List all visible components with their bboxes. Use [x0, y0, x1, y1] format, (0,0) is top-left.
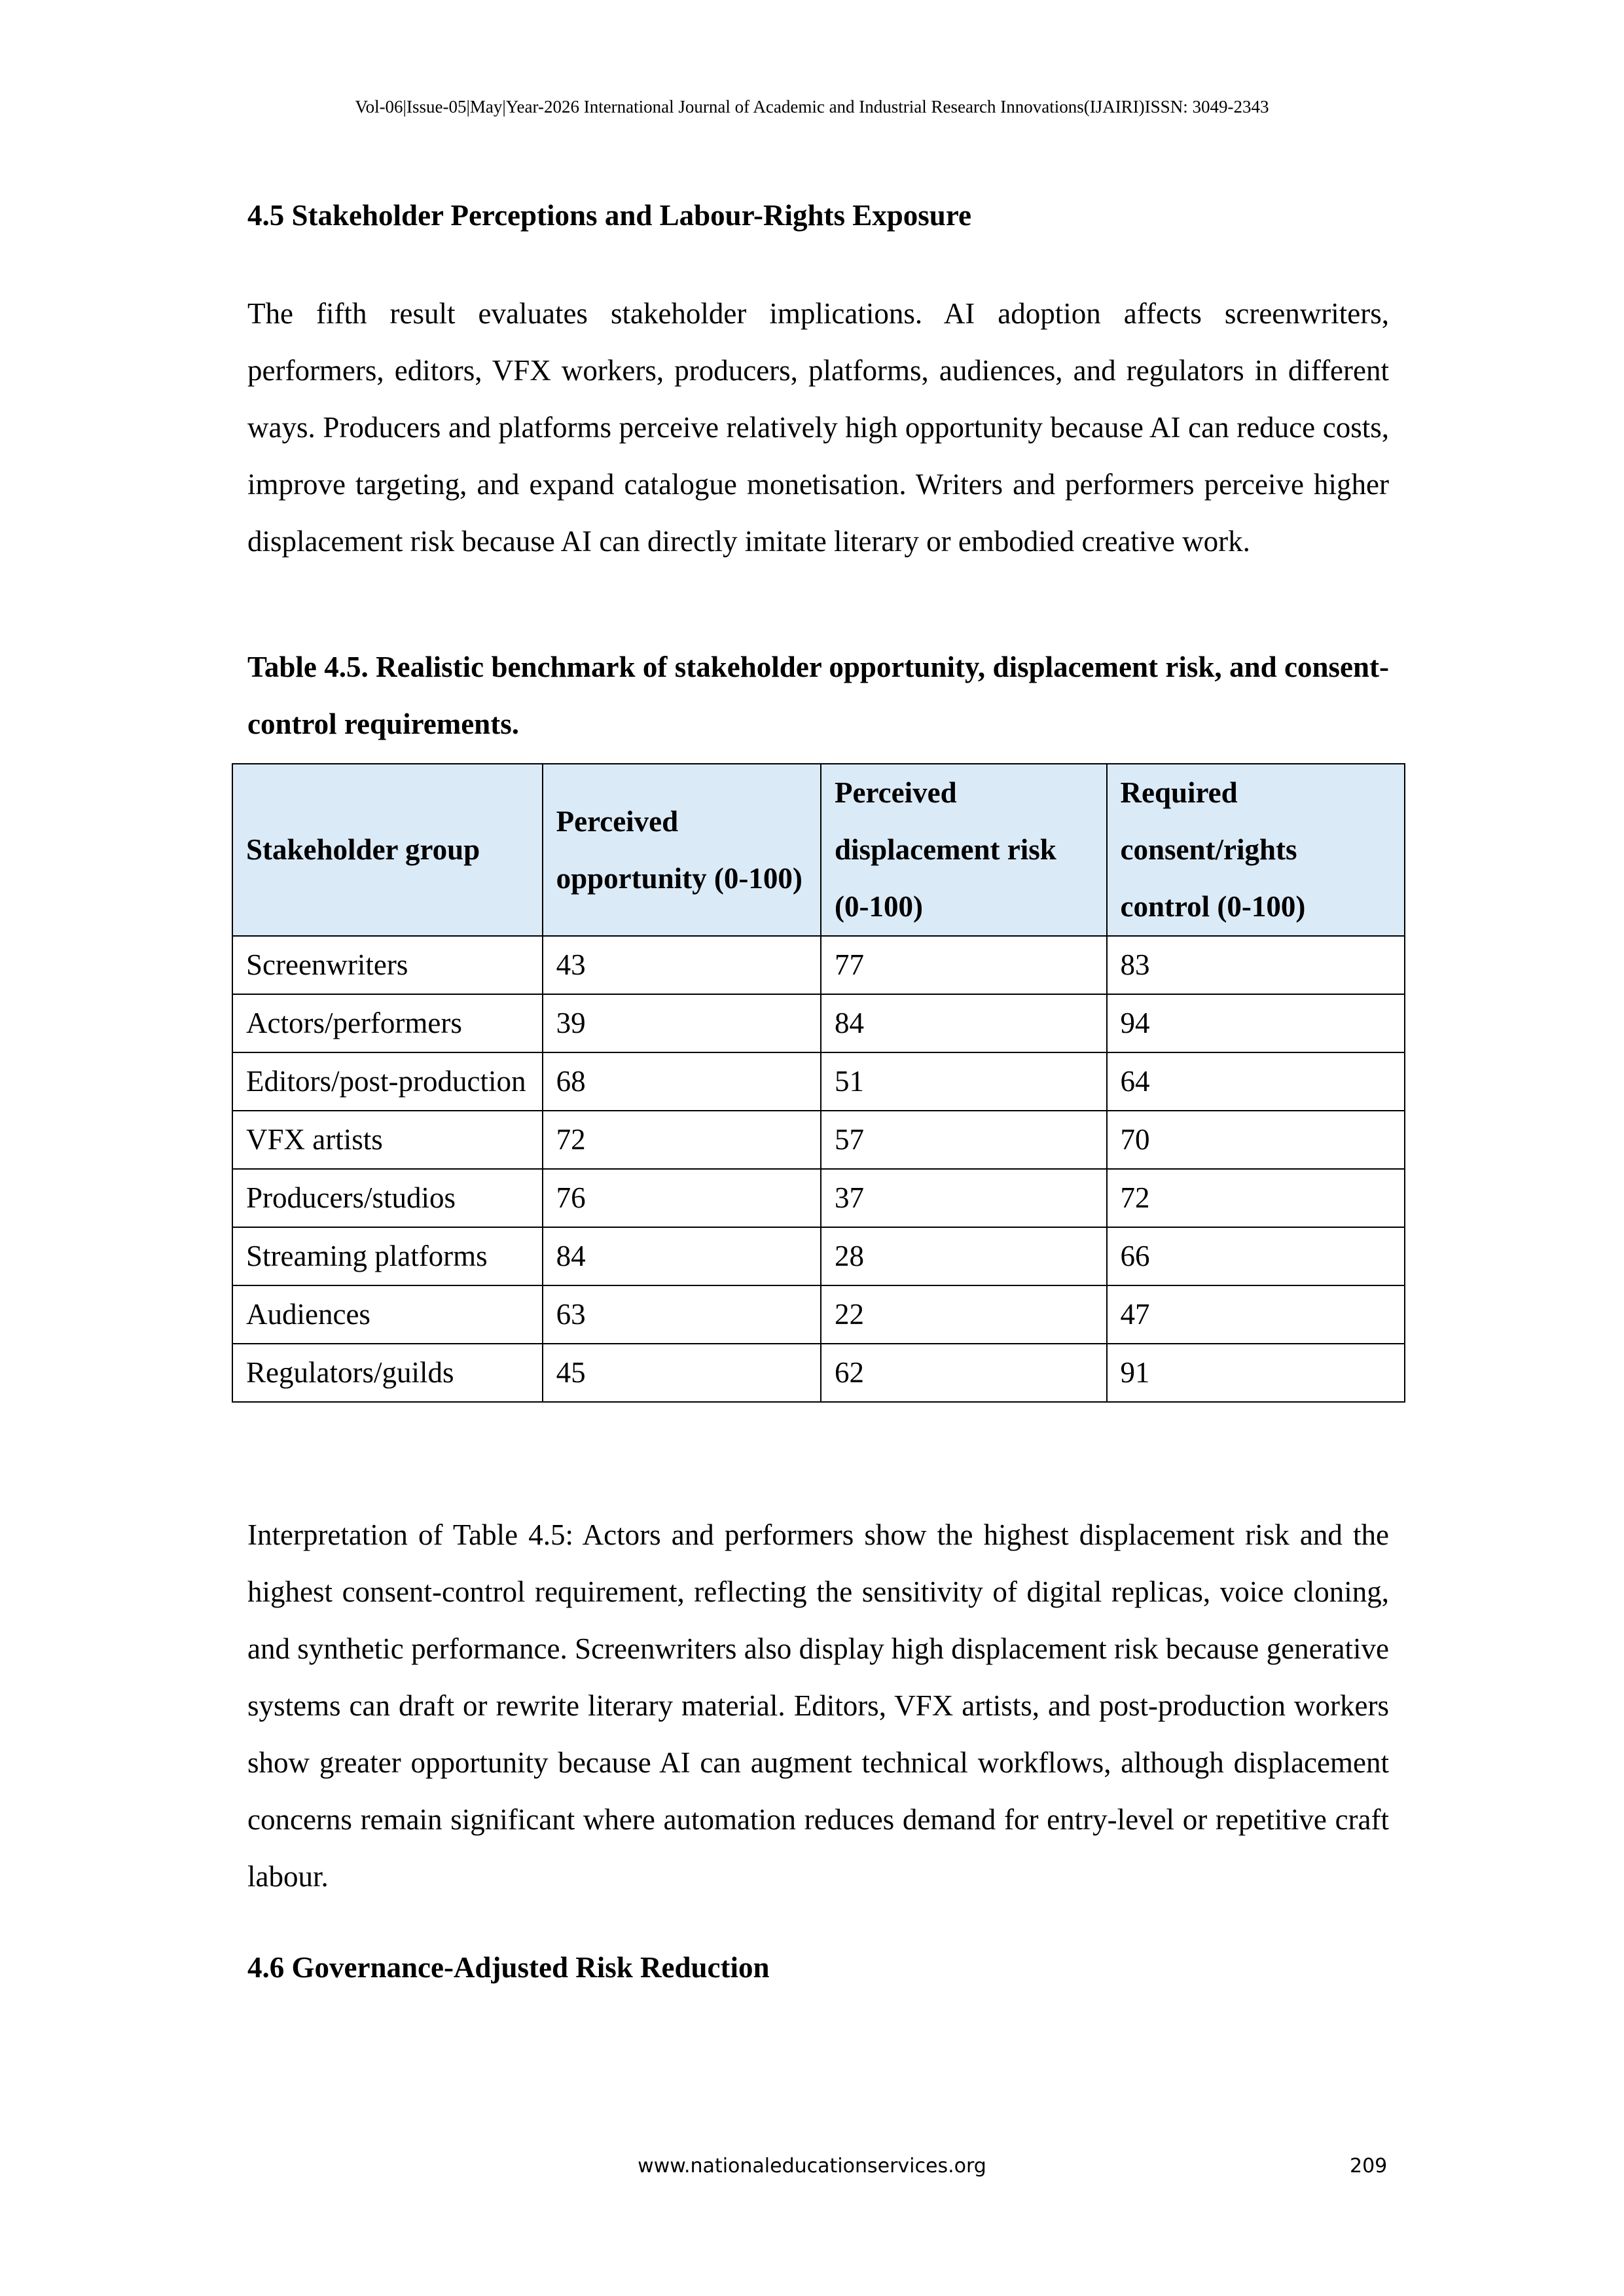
cell-consent: 91 — [1107, 1344, 1405, 1402]
table-row — [232, 1227, 1405, 1285]
cell-consent: 70 — [1107, 1111, 1405, 1169]
cell-consent: 64 — [1107, 1052, 1405, 1111]
table-caption: Table 4.5. Realistic benchmark of stakeholder opportunity, displacement risk, and consent-control requirements. — [247, 651, 1389, 740]
cell-risk: 84 — [821, 994, 1106, 1052]
header-stakeholder-group: Stakeholder group — [232, 764, 543, 936]
cell-stakeholder: Regulators/guilds — [232, 1344, 543, 1402]
cell-consent: 72 — [1107, 1169, 1405, 1227]
table-row — [232, 1344, 1405, 1402]
cell-risk: 57 — [821, 1111, 1106, 1169]
table-row — [232, 936, 1405, 994]
cell-opportunity: 63 — [543, 1285, 821, 1344]
header-perceived-opportunity: Perceived opportunity (0-100) — [543, 764, 821, 936]
header-consent-control: Required consent/rights control (0-100) — [1107, 764, 1405, 936]
cell-stakeholder: Editors/post-production — [232, 1052, 543, 1111]
cell-risk: 62 — [821, 1344, 1106, 1402]
cell-consent: 94 — [1107, 994, 1405, 1052]
section-heading-4-6: 4.6 Governance-Adjusted Risk Reduction — [247, 1951, 770, 1984]
footer-url: www.nationaleducationservices.org — [638, 2155, 986, 2178]
table-row — [232, 1052, 1405, 1111]
body-paragraph-results: The fifth result evaluates stakeholder implications. AI adoption affects screenwriters, performers, editors, VFX workers, producers, platforms, audiences, and regulators in different ways. Producers and platforms perceive relatively high opportunity because AI can reduce costs, improve targeting, and expand catalogue monetisation. Writers and performers perceive higher displacement risk because AI can directly imitate literary or embodied creative work. — [247, 297, 1389, 558]
table-row — [232, 1285, 1405, 1344]
cell-opportunity: 43 — [543, 936, 821, 994]
running-header: Vol-06|Issue-05|May|Year-2026 International Journal of Academic and Industrial Research Innovations(IJAIRI)ISSN: 3049-2343 — [355, 97, 1269, 117]
cell-opportunity: 68 — [543, 1052, 821, 1111]
cell-stakeholder: Audiences — [232, 1285, 543, 1344]
cell-opportunity: 84 — [543, 1227, 821, 1285]
cell-stakeholder: Producers/studios — [232, 1169, 543, 1227]
header-displacement-risk: Perceived displacement risk (0-100) — [821, 764, 1106, 936]
cell-opportunity: 39 — [543, 994, 821, 1052]
cell-stakeholder: Streaming platforms — [232, 1227, 543, 1285]
cell-opportunity: 45 — [543, 1344, 821, 1402]
interpretation-paragraph: Interpretation of Table 4.5: Actors and performers show the highest displacement risk and the highest consent-control requirement, reflecting the sensitivity of digital replicas, voice cloning, and synthetic performance. Screenwriters also display high displacement risk because generative systems can draft or rewrite literary material. Editors, VFX artists, and post-production workers show greater opportunity because AI can augment technical workflows, although displacement concerns remain significant where automation reduces demand for entry-level or repetitive craft labour. — [247, 1518, 1389, 1893]
cell-consent: 83 — [1107, 936, 1405, 994]
cell-stakeholder: VFX artists — [232, 1111, 543, 1169]
cell-risk: 37 — [821, 1169, 1106, 1227]
cell-risk: 51 — [821, 1052, 1106, 1111]
cell-risk: 77 — [821, 936, 1106, 994]
cell-opportunity: 72 — [543, 1111, 821, 1169]
stakeholder-table — [232, 763, 1405, 1403]
cell-risk: 22 — [821, 1285, 1106, 1344]
cell-consent: 47 — [1107, 1285, 1405, 1344]
cell-consent: 66 — [1107, 1227, 1405, 1285]
table-row — [232, 994, 1405, 1052]
table-header-row — [232, 764, 1405, 936]
cell-stakeholder: Screenwriters — [232, 936, 543, 994]
table-row — [232, 1111, 1405, 1169]
section-heading-4-5: 4.5 Stakeholder Perceptions and Labour-Rights Exposure — [247, 199, 971, 232]
page-number: 209 — [1350, 2155, 1388, 2178]
cell-opportunity: 76 — [543, 1169, 821, 1227]
table-row — [232, 1169, 1405, 1227]
cell-stakeholder: Actors/performers — [232, 994, 543, 1052]
cell-risk: 28 — [821, 1227, 1106, 1285]
